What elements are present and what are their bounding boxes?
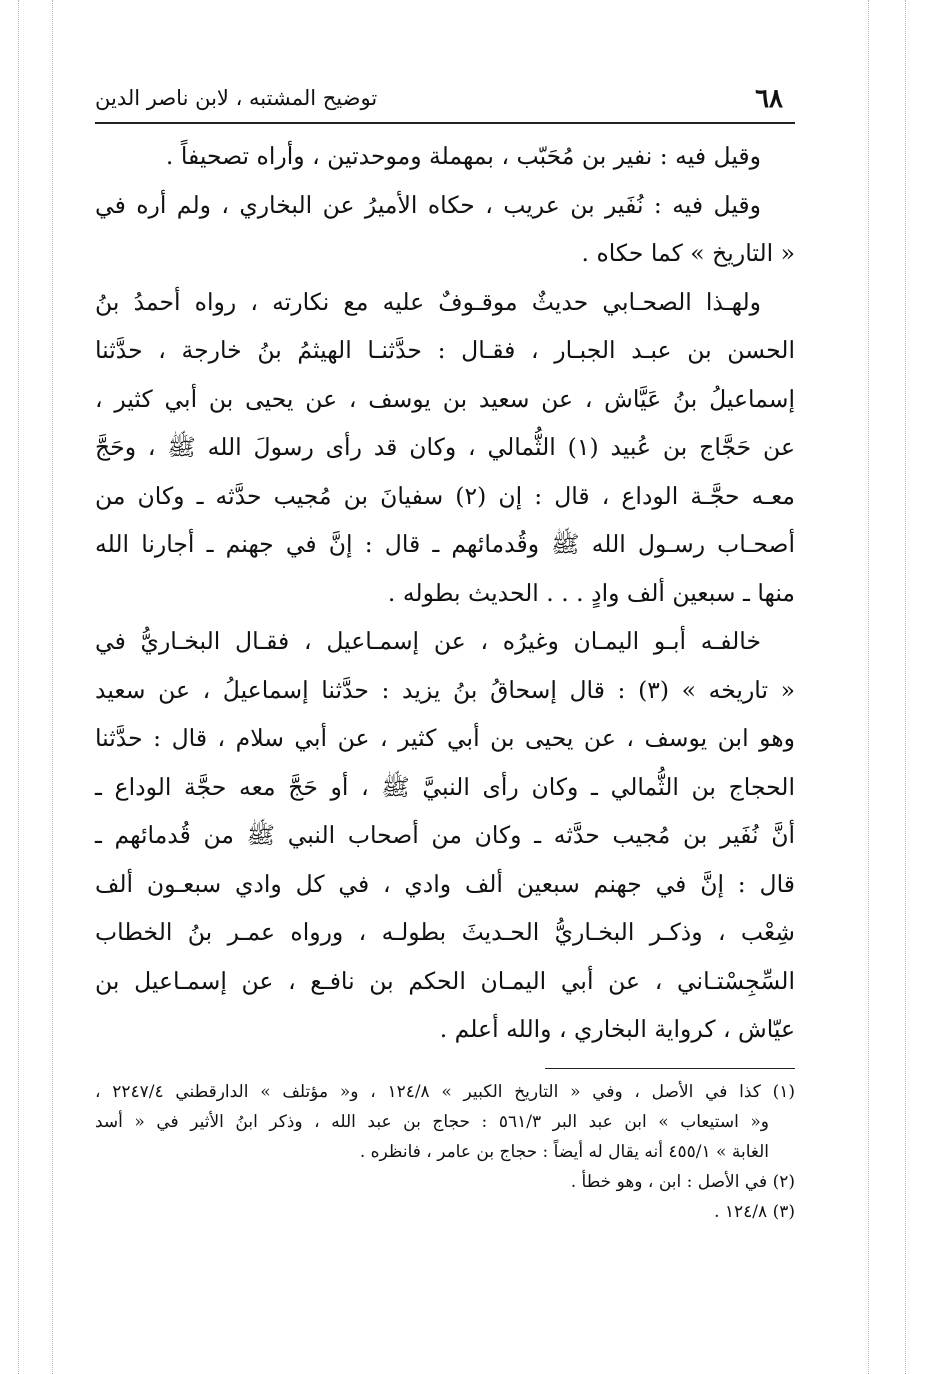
text-line: « تاريخه » (٣) : قال إسحاقُ بنُ يزيد : حدَّثنا إسماعيلُ ، عن سعيد <box>95 675 795 704</box>
text-line: الحجاج بن الثُّمالي ـ وكان رأى النبيَّ ﷺ ، أو حَجَّ معه حجَّة الوداع ـ <box>95 772 795 801</box>
footnote-line: (٢) في الأصل : ابن ، وهو خطأ . <box>570 1171 795 1192</box>
page-header <box>95 78 795 124</box>
main-text <box>95 132 795 1054</box>
footnote-line: (١) كذا في الأصل ، وفي « التاريخ الكبير » ١٢٤/٨ ، و« مؤتلف » الدارقطني ٢٢٤٧/٤ ، <box>95 1081 795 1102</box>
text-line: الحسن بن عبـد الجبـار ، فقـال : حدَّثنـا الهيثمُ بنُ خارجة ، حدَّثنا <box>95 336 795 364</box>
text-line: « التاريخ » كما حكاه . <box>581 239 795 267</box>
page-number: ٦٨ <box>755 84 783 114</box>
text-line: وقيل فيه : نفير بن مُحَبّب ، بمهملة وموحدتين ، وأراه تصحيفاً . <box>165 142 761 170</box>
book-page <box>95 78 795 1227</box>
footnotes <box>95 1077 795 1227</box>
text-line: قال : إنَّ في جهنم سبعين ألف وادي ، في كل وادي سبعـون ألف <box>95 869 795 898</box>
text-line: أصحـاب رسـول الله ﷺ وقُدمائهم ـ قال : إنَّ في جهنم ـ أجارنا الله <box>95 530 795 558</box>
text-line: خالفـه أبـو اليمـان وغيرُه ، عن إسمـاعيل ، فقـال البخـاريُّ في <box>95 627 761 655</box>
footnote-line: (٣) ١٢٤/٨ . <box>714 1201 795 1222</box>
text-line: ولهـذا الصحـابي حديثٌ موقـوفٌ عليه مع نكارته ، رواه أحمدُ بنُ <box>95 287 761 316</box>
text-line: وقيل فيه : نُفَير بن عريب ، حكاه الأميرُ عن البخاري ، ولم أره في <box>95 190 761 219</box>
footnote-line: الغابة » ٤٥٥/١ أنه يقال له أيضاً : حجاج بن عامر ، فانظره . <box>359 1141 769 1162</box>
text-line: وهو ابن يوسف ، عن يحيى بن أبي كثير ، عن أبي سلام ، قال : حدَّثنا <box>95 724 795 752</box>
text-line: عيّاش ، كرواية البخاري ، والله أعلم . <box>439 1015 795 1043</box>
text-line: السِّجِسْتـاني ، عن أبي اليمـان الحكم بن نافـع ، عن إسمـاعيل بن <box>95 966 795 995</box>
text-line: شِعْب ، وذكـر البخـاريُّ الحـديثَ بطولـه ، ورواه عمـر بنُ الخطاب <box>95 918 795 946</box>
text-line: عن حَجَّاج بن عُبيد (١) الثُّمالي ، وكان قد رأى رسولَ الله ﷺ ، وحَجَّ <box>95 433 795 461</box>
text-line: أنَّ نُفَير بن مُجيب حدَّثه ـ وكان من أصحاب النبي ﷺ من قُدمائهم ـ <box>95 821 795 849</box>
running-title: توضيح المشتبه ، لابن ناصر الدين <box>95 86 378 110</box>
text-line: معـه حجَّـة الوداع ، قال : إن (٢) سفيانَ بن مُجيب حدَّثه ـ وكان من <box>95 481 795 510</box>
footnote-line: و« استيعاب » ابن عبد البر ٥٦١/٣ : حجاج بن عبد الله ، وذكر ابنُ الأثير في « أسد <box>95 1111 769 1132</box>
footnote-divider <box>545 1068 795 1069</box>
text-line: إسماعيلُ بنُ عَيَّاش ، عن سعيد بن يوسف ، عن يحيى بن أبي كثير ، <box>95 384 795 413</box>
text-line: منها ـ سبعين ألف وادٍ . . . الحديث بطوله . <box>387 578 795 607</box>
